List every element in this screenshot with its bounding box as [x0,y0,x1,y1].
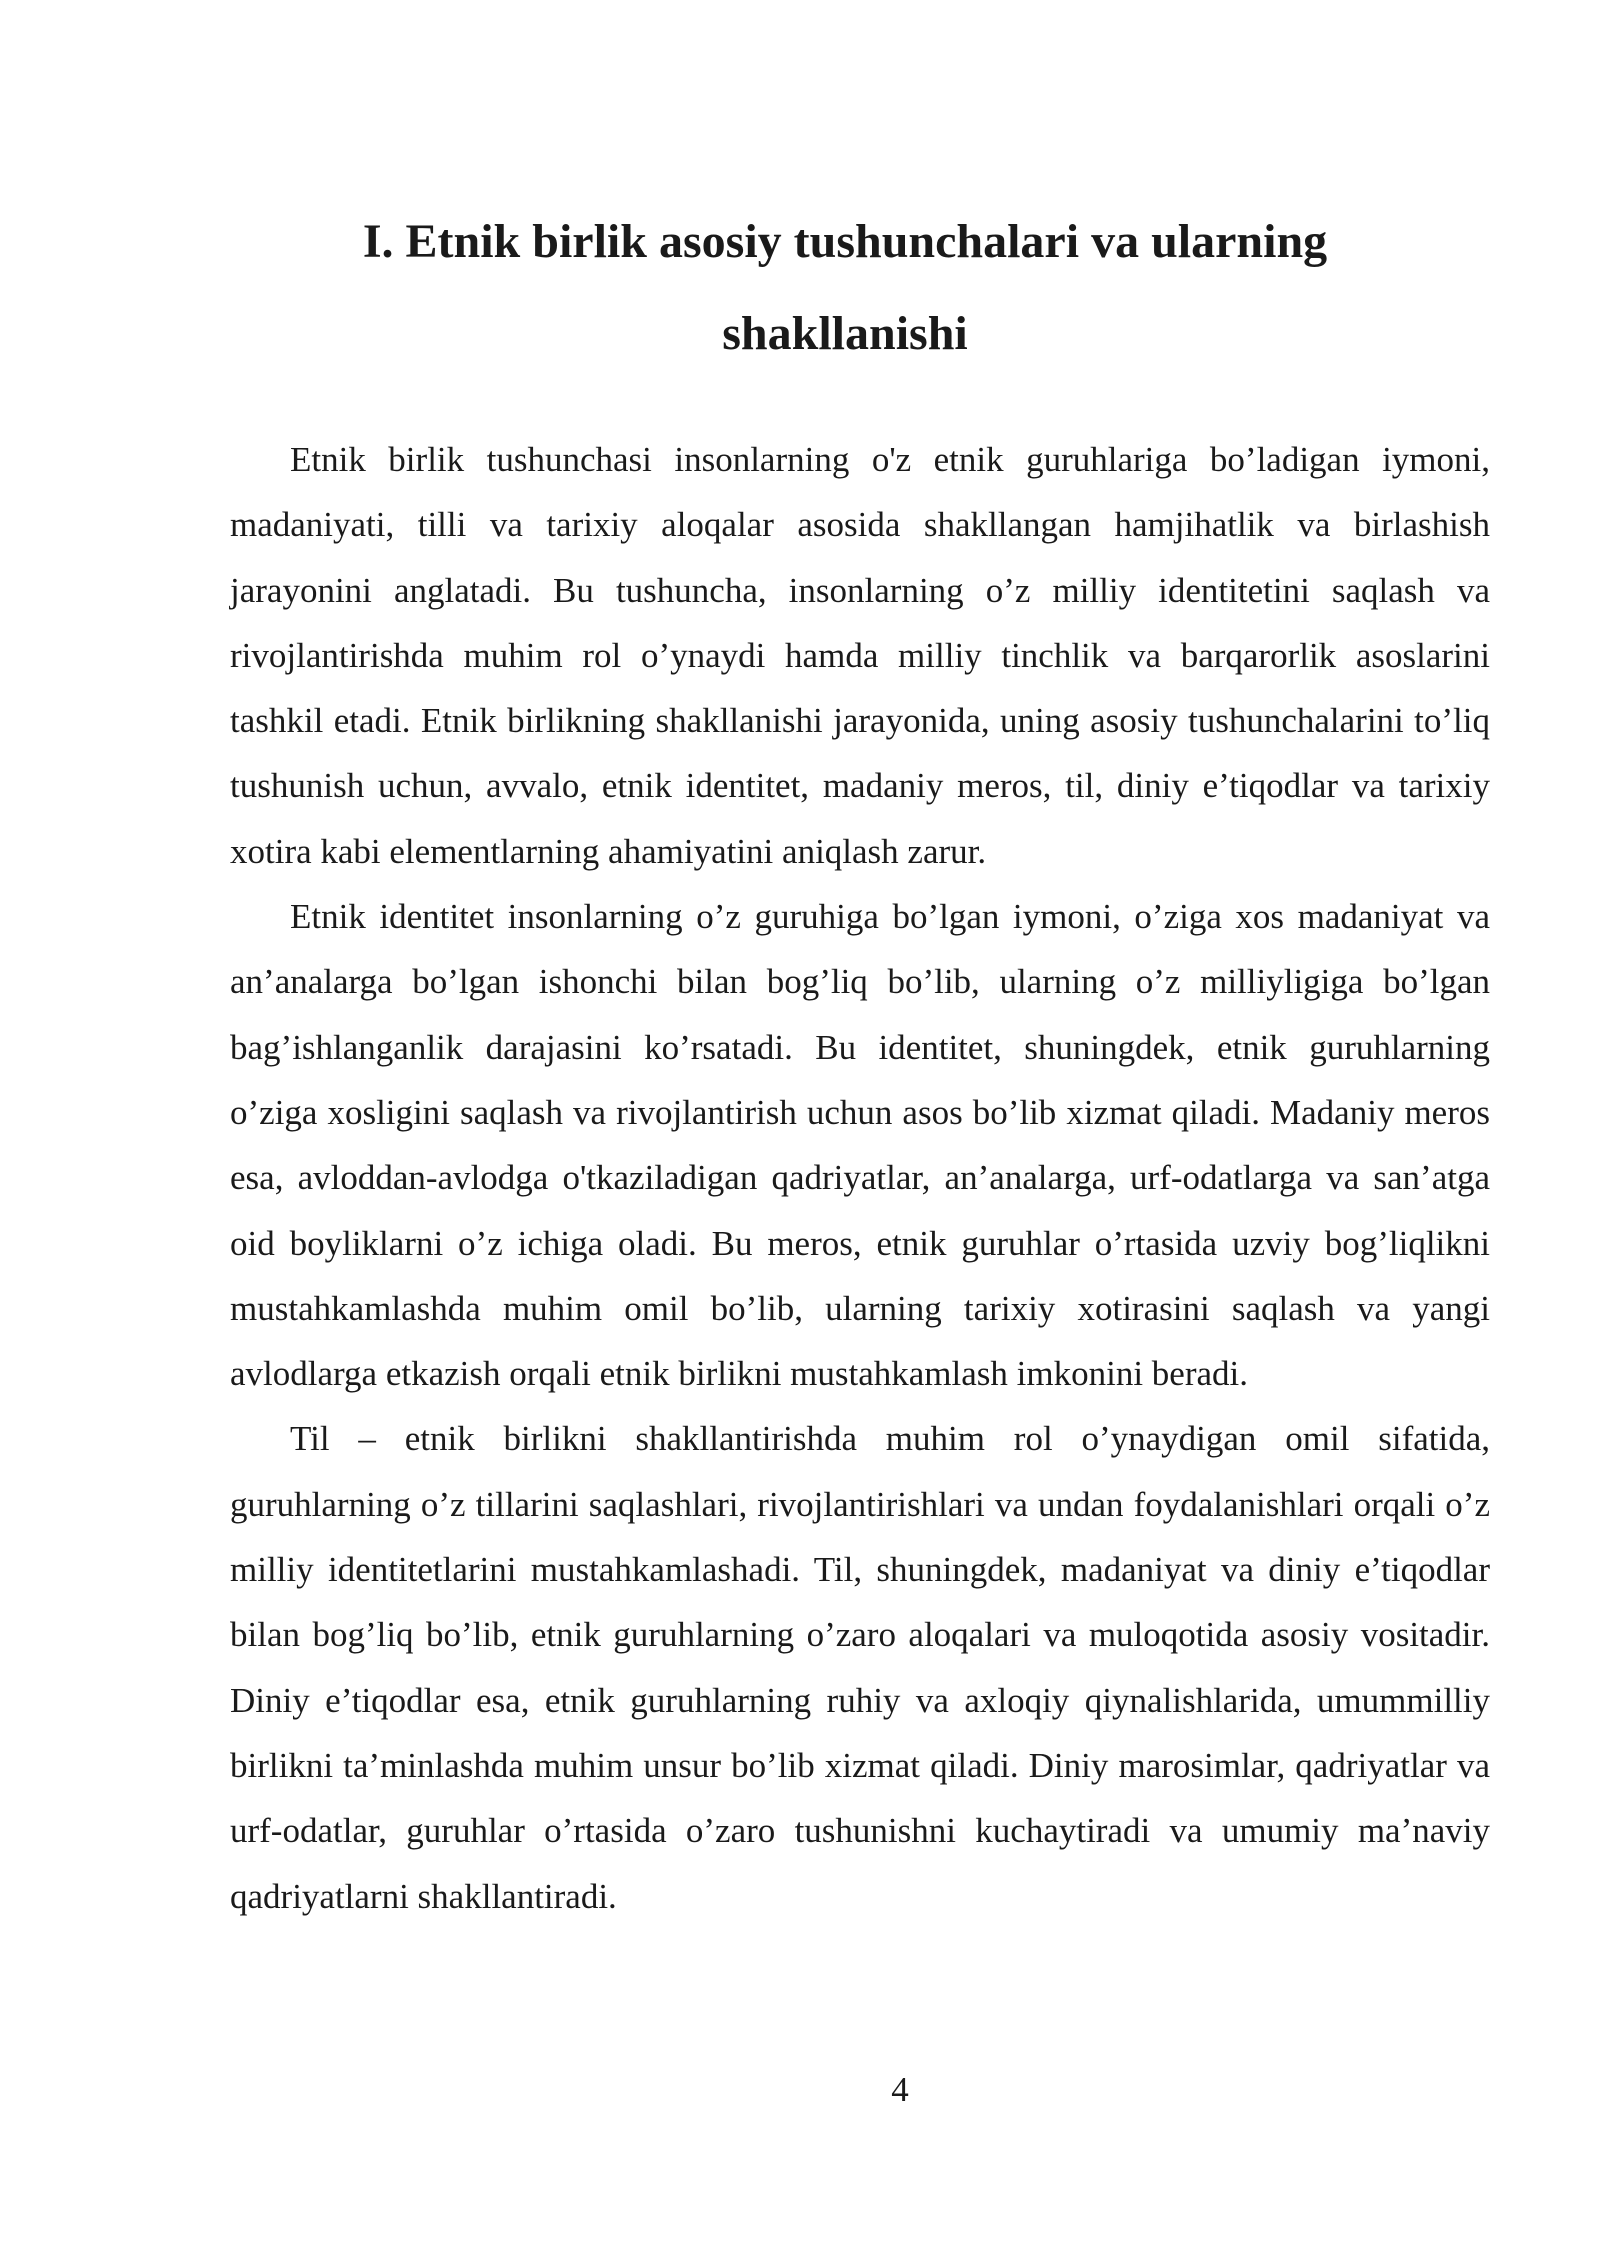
body-text [230,427,1490,1929]
page-number: 4 [891,2070,909,2109]
paragraph-3: Til – etnik birlikni shakllantirishda muhim rol o’ynaydigan omil sifatida, guruhlarning o’z tillarini saqlashlari, rivojlantirishlari va undan foydalanishlari orqali o’z milliy identitetlarini mustahkamlashadi. Til, shuningdek, madaniyat va diniy e’tiqodlar bilan bog’liq bo’lib, etnik guruhlarning o’zaro aloqalari va muloqotida asosiy vositadir. Diniy e’tiqodlar esa, etnik guruhlarning ruhiy va axloqiy qiynalishlarida, umummilliy birlikni ta’minlashda muhim unsur bo’lib xizmat qiladi. Diniy marosimlar, qadriyatlar va urf-odatlar, guruhlar o’rtasida o’zaro tushunishni kuchaytiradi va umumiy ma’naviy qadriyatlarni shakllantiradi. [230,1419,1490,1916]
paragraph-1: Etnik birlik tushunchasi insonlarning o'z etnik guruhlariga bo’ladigan iymoni, madaniyati, tilli va tarixiy aloqalar asosida shakllangan hamjihatlik va birlashish jarayonini anglatadi. Bu tushuncha, insonlarning o’z milliy identitetini saqlash va rivojlantirishda muhim rol o’ynaydi hamda milliy tinchlik va barqarorlik asoslarini tashkil etadi. Etnik birlikning shakllanishi jarayonida, uning asosiy tushunchalarini to’liq tushunish uchun, avvalo, etnik identitet, madaniy meros, til, diniy e’tiqodlar va tarixiy xotira kabi elementlarning ahamiyatini aniqlash zarur. [230,440,1490,871]
paragraph-2: Etnik identitet insonlarning o’z guruhiga bo’lgan iymoni, o’ziga xos madaniyat va an’analarga bo’lgan ishonchi bilan bog’liq bo’lib, ularning o’z milliyligiga bo’lgan bag’ishlanganlik darajasini ko’rsatadi. Bu identitet, shuningdek, etnik guruhlarning o’ziga xosligini saqlash va rivojlantirish uchun asos bo’lib xizmat qiladi. Madaniy meros esa, avloddan-avlodga o'tkaziladigan qadriyatlar, an’analarga, urf-odatlarga va san’atga oid boyliklarni o’z ichiga oladi. Bu meros, etnik guruhlar o’rtasida uzviy bog’liqlikni mustahkamlashda muhim omil bo’lib, ularning tarixiy xotirasini saqlash va yangi avlodlarga etkazish orqali etnik birlikni mustahkamlash imkonini beradi. [230,897,1490,1394]
section-heading: I. Etnik birlik asosiy tushunchalari va ularning shakllanishi [362,215,1328,360]
